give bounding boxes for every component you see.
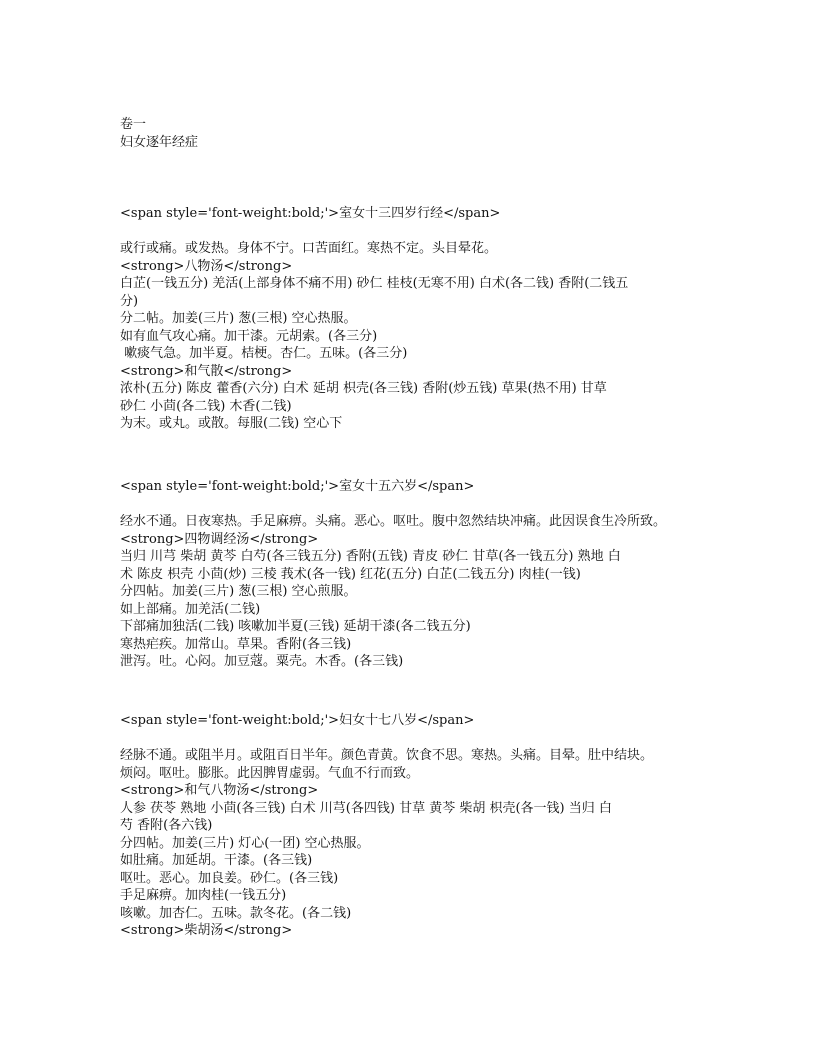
text-line: 分四帖。加姜(三片) 葱(三根) 空心煎服。 [120,584,357,599]
text-line: 如有血气攻心痛。加干漆。元胡索。(各三分) [120,328,378,344]
text-line: 寒热疟疾。加常山。草果。香附(各三钱) [120,636,352,652]
text-line: 白芷(一钱五分) 羌活(上部身体不痛不用) 砂仁 桂枝(无寒不用) 白术(各二钱) 香附(二钱五 [120,276,629,291]
blank-line [120,223,710,241]
section-title: <span style='font-weight:bold;'>妇女十七八岁</span> [120,713,475,728]
text-line: 烦闷。呕吐。膨胀。此因脾胃虚弱。气血不行而致。 [120,765,420,781]
section-title: <span style='font-weight:bold;'>室女十五六岁</span> [120,479,475,494]
section-2 [120,478,710,671]
text-line: 砂仁 小茴(各二钱) 木香(二钱) [120,398,292,414]
text-line: 经脉不通。或阻半月。或阻百日半年。颜色青黄。饮食不思。寒热。头痛。目晕。肚中结块。 [120,748,654,763]
text-line: 咳嗽。加杏仁。五味。款冬花。(各二钱) [120,905,352,921]
section-3 [120,712,710,940]
text-line: 嗽痰气急。加半夏。桔梗。杏仁。五味。(各三分) [120,346,408,361]
text-line: 呕吐。恶心。加良姜。砂仁。(各三钱) [120,870,339,886]
recipe-name: <strong>和气八物汤</strong> [120,783,319,798]
recipe-name: <strong>四物调经汤</strong> [120,531,319,547]
text-line: 为末。或丸。或散。每服(二钱) 空心下 [120,416,343,431]
text-line: 术 陈皮 枳壳 小茴(炒) 三棱 莪术(各一钱) 红花(五分) 白芷(二钱五分) 肉桂(一钱) [120,566,581,582]
section-1 [120,205,710,433]
text-line: 或行或痛。或发热。身体不宁。口苦面红。寒热不定。头目晕花。 [120,241,498,256]
text-line: 浓朴(五分) 陈皮 藿香(六分) 白术 延胡 枳壳(各三钱) 香附(炒五钱) 草果(热不用) 甘草 [120,381,607,396]
recipe-name: <strong>八物汤</strong> [120,258,293,274]
recipe-name: <strong>和气散</strong> [120,363,293,379]
text-line: 人参 茯苓 熟地 小茴(各三钱) 白术 川芎(各四钱) 甘草 黄芩 柴胡 枳壳(各一钱) 当归 白 [120,800,612,816]
text-line: 手足麻痹。加肉桂(一钱五分) [120,888,287,903]
text-line: 分二帖。加姜(三片) 葱(三根) 空心热服。 [120,311,357,326]
blank-line [120,496,710,514]
text-line: 经水不通。日夜寒热。手足麻痹。头痛。恶心。呕吐。腹中忽然结块冲痛。此因误食生冷所致。 [120,514,667,529]
blank-line [120,730,710,748]
recipe-name: <strong>柴胡汤</strong> [120,923,293,938]
text-line: 如上部痛。加羌活(二钱) [120,601,261,617]
text-line: 如肚痛。加延胡。干漆。(各三钱) [120,853,313,868]
text-line: 泄泻。吐。心闷。加豆蔻。粟壳。木香。(各三钱) [120,654,404,669]
volume-label: 卷一 [120,117,147,132]
text-line: 分) [120,293,139,309]
text-line: 分四帖。加姜(三片) 灯心(一团) 空心热服。 [120,835,370,851]
text-line: 当归 川芎 柴胡 黄芩 白芍(各三钱五分) 香附(五钱) 青皮 砂仁 甘草(各一钱五分) 熟地 白 [120,549,621,564]
section-title: <span style='font-weight:bold;'>室女十三四岁行经</span> [120,206,501,221]
text-line: 芍 香附(各六钱) [120,818,213,833]
document-header [120,116,710,151]
chapter-title: 妇女逐年经症 [120,134,199,150]
text-line: 下部痛加独活(二钱) 咳嗽加半夏(三钱) 延胡干漆(各二钱五分) [120,619,471,634]
